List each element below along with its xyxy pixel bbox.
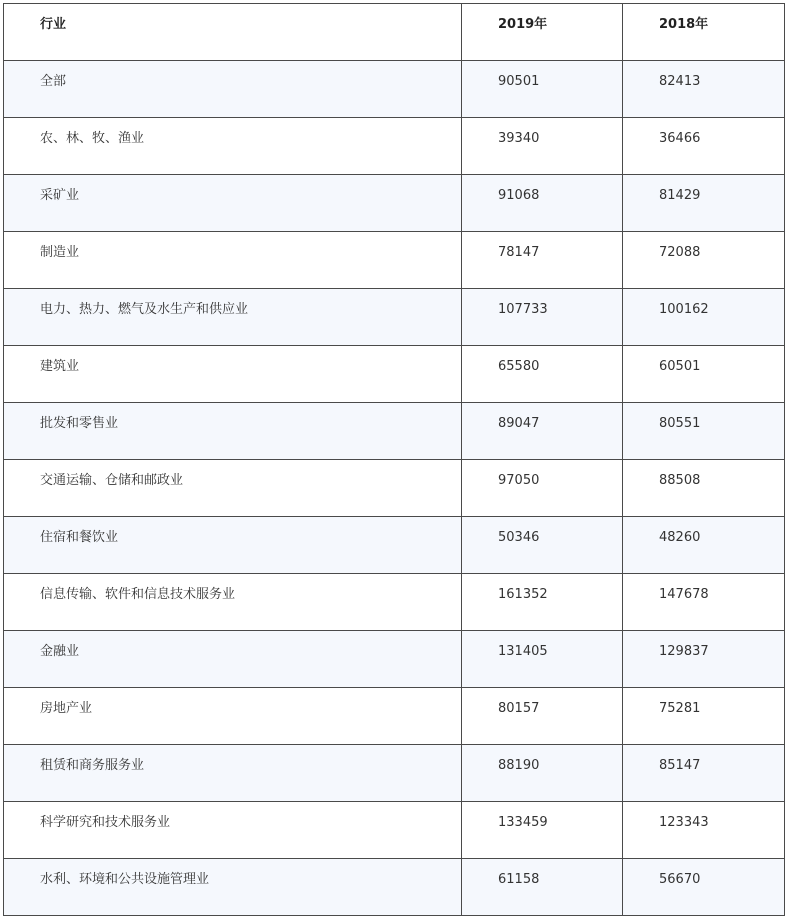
value-2019-cell: 78147 (462, 232, 623, 289)
table-row (4, 859, 785, 916)
table-row (4, 232, 785, 289)
value-2018-cell: 81429 (623, 175, 785, 232)
value-2018-cell: 56670 (623, 859, 785, 916)
value-2018-cell: 82413 (623, 61, 785, 118)
value-2019-cell: 61158 (462, 859, 623, 916)
value-2018-cell: 72088 (623, 232, 785, 289)
industry-cell: 科学研究和技术服务业 (4, 802, 462, 859)
industry-cell: 采矿业 (4, 175, 462, 232)
value-2018-cell: 147678 (623, 574, 785, 631)
table-row (4, 175, 785, 232)
table-row (4, 346, 785, 403)
industry-cell: 建筑业 (4, 346, 462, 403)
value-2019-cell: 90501 (462, 61, 623, 118)
table-row (4, 61, 785, 118)
value-2019-cell: 107733 (462, 289, 623, 346)
value-2019-cell: 133459 (462, 802, 623, 859)
table-row (4, 118, 785, 175)
industry-cell: 金融业 (4, 631, 462, 688)
value-2019-cell: 88190 (462, 745, 623, 802)
table-row (4, 802, 785, 859)
industry-cell: 农、林、牧、渔业 (4, 118, 462, 175)
industry-cell: 全部 (4, 61, 462, 118)
value-2019-cell: 161352 (462, 574, 623, 631)
table-row (4, 289, 785, 346)
industry-cell: 制造业 (4, 232, 462, 289)
industry-cell: 水利、环境和公共设施管理业 (4, 859, 462, 916)
table-header-row (4, 4, 785, 61)
industry-cell: 电力、热力、燃气及水生产和供应业 (4, 289, 462, 346)
value-2019-cell: 80157 (462, 688, 623, 745)
table-row (4, 403, 785, 460)
value-2018-cell: 48260 (623, 517, 785, 574)
value-2018-cell: 36466 (623, 118, 785, 175)
value-2019-cell: 50346 (462, 517, 623, 574)
value-2018-cell: 80551 (623, 403, 785, 460)
value-2019-cell: 65580 (462, 346, 623, 403)
value-2019-cell: 89047 (462, 403, 623, 460)
value-2019-cell: 91068 (462, 175, 623, 232)
value-2018-cell: 60501 (623, 346, 785, 403)
header-2018: 2018年 (623, 4, 785, 61)
value-2019-cell: 131405 (462, 631, 623, 688)
industry-cell: 房地产业 (4, 688, 462, 745)
industry-cell: 批发和零售业 (4, 403, 462, 460)
industry-cell: 交通运输、仓储和邮政业 (4, 460, 462, 517)
industry-cell: 租赁和商务服务业 (4, 745, 462, 802)
value-2019-cell: 39340 (462, 118, 623, 175)
value-2018-cell: 75281 (623, 688, 785, 745)
value-2018-cell: 123343 (623, 802, 785, 859)
industry-cell: 信息传输、软件和信息技术服务业 (4, 574, 462, 631)
table-row (4, 574, 785, 631)
value-2018-cell: 129837 (623, 631, 785, 688)
salary-table-container (3, 3, 784, 916)
industry-cell: 住宿和餐饮业 (4, 517, 462, 574)
table-row (4, 517, 785, 574)
value-2018-cell: 88508 (623, 460, 785, 517)
header-2019: 2019年 (462, 4, 623, 61)
table-row (4, 745, 785, 802)
salary-table (3, 3, 785, 916)
value-2019-cell: 97050 (462, 460, 623, 517)
value-2018-cell: 100162 (623, 289, 785, 346)
header-industry: 行业 (4, 4, 462, 61)
table-row (4, 688, 785, 745)
table-row (4, 631, 785, 688)
value-2018-cell: 85147 (623, 745, 785, 802)
table-row (4, 460, 785, 517)
